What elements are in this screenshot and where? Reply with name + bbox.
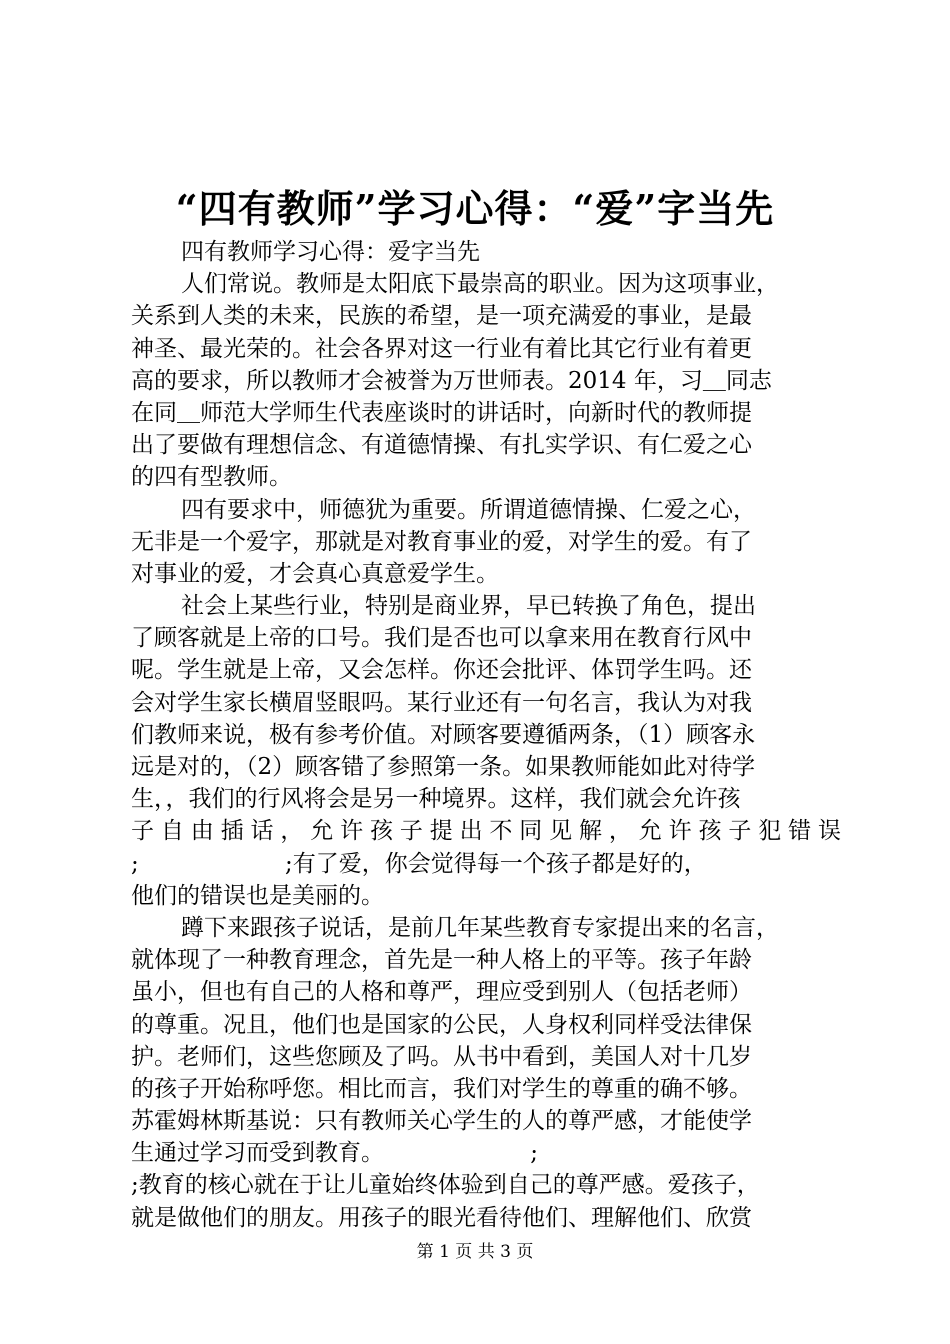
document-title: “四有教师”学习心得：“爱”字当先 (175, 186, 775, 231)
paragraph-line: 神圣、最光荣的。社会各界对这一行业有着比其它行业有着更 (131, 335, 752, 362)
paragraph-line: 了顾客就是上帝的口号。我们是否也可以拿来用在教育行风中 (131, 625, 752, 652)
paragraph-line: 关系到人类的未来，民族的希望，是一项充满爱的事业，是最 (131, 303, 752, 330)
document-body (131, 236, 841, 1234)
paragraph-line: 他们的错误也是美丽的。 (131, 882, 384, 909)
paragraph-line: 护。老师们，这些您顾及了吗。从书中看到，美国人对十几岁 (131, 1043, 752, 1070)
paragraph-line: 的四有型教师。 (131, 464, 292, 491)
paragraph-line: 人们常说。教师是太阳底下最崇高的职业。因为这项事业， (181, 271, 779, 298)
paragraph-line: 呢。学生就是上帝，又会怎样。你还会批评、体罚学生吗。还 (131, 657, 752, 684)
paragraph-line: 虽小，但也有自己的人格和尊严，理应受到别人（包括老师） (131, 979, 752, 1006)
paragraph-line: 远是对的，（2）顾客错了参照第一条。如果教师能如此对待学 (131, 754, 756, 780)
paragraph-line: 苏霍姆林斯基说：只有教师关心学生的人的尊严感，才能使学 (131, 1108, 752, 1135)
paragraph-line: 的尊重。况且，他们也是国家的公民，人身权利同样受法律保 (131, 1011, 752, 1038)
paragraph-line: 对事业的爱，才会真心真意爱学生。 (131, 560, 499, 587)
paragraph-line: 出了要做有理想信念、有道德情操、有扎实学识、有仁爱之心 (131, 432, 752, 459)
paragraph-line: 就是做他们的朋友。用孩子的眼光看待他们、理解他们、欣赏 (131, 1204, 752, 1231)
page-footer: 第 1 页 共 3 页 (416, 1242, 534, 1262)
paragraph-line: 子自由插话，允许孩子提出不同见解，允许孩子犯错误 (131, 818, 841, 845)
subtitle-line: 四有教师学习心得：爱字当先 (181, 239, 480, 265)
paragraph-line: 生，，我们的行风将会是另一种境界。这样，我们就会允许孩 (131, 786, 741, 813)
paragraph-line: ; ;有了爱，你会觉得每一个孩子都是好的， (131, 850, 707, 877)
paragraph-line: 无非是一个爱字，那就是对教育事业的爱，对学生的爱。有了 (131, 528, 752, 555)
paragraph-line: 蹲下来跟孩子说话，是前几年某些教育专家提出来的名言， (181, 914, 779, 941)
paragraph-line: 社会上某些行业，特别是商业界，早已转换了角色，提出 (181, 593, 756, 620)
paragraph-line: 高的要求，所以教师才会被誉为万世师表。2014 年，习＿同志 (131, 367, 772, 394)
paragraph-line: ;教育的核心就在于让儿童始终体验到自己的尊严感。爱孩子， (131, 1172, 760, 1199)
paragraph-line: 的孩子开始称呼您。相比而言，我们对学生的尊重的确不够。 (131, 1075, 752, 1102)
paragraph-line: 就体现了一种教育理念，首先是一种人格上的平等。孩子年龄 (131, 947, 752, 974)
paragraph-line: 会对学生家长横眉竖眼吗。某行业还有一句名言，我认为对我 (131, 689, 752, 716)
paragraph-line: 们教师来说，极有参考价值。对顾客要遵循两条，（1）顾客永 (131, 721, 756, 748)
paragraph-line: 生通过学习而受到教育。 ; (131, 1140, 538, 1167)
paragraph-line: 四有要求中，师德犹为重要。所谓道德情操、仁爱之心， (181, 496, 756, 523)
paragraph-line: 在同＿师范大学师生代表座谈时的讲话时，向新时代的教师提 (131, 399, 752, 426)
